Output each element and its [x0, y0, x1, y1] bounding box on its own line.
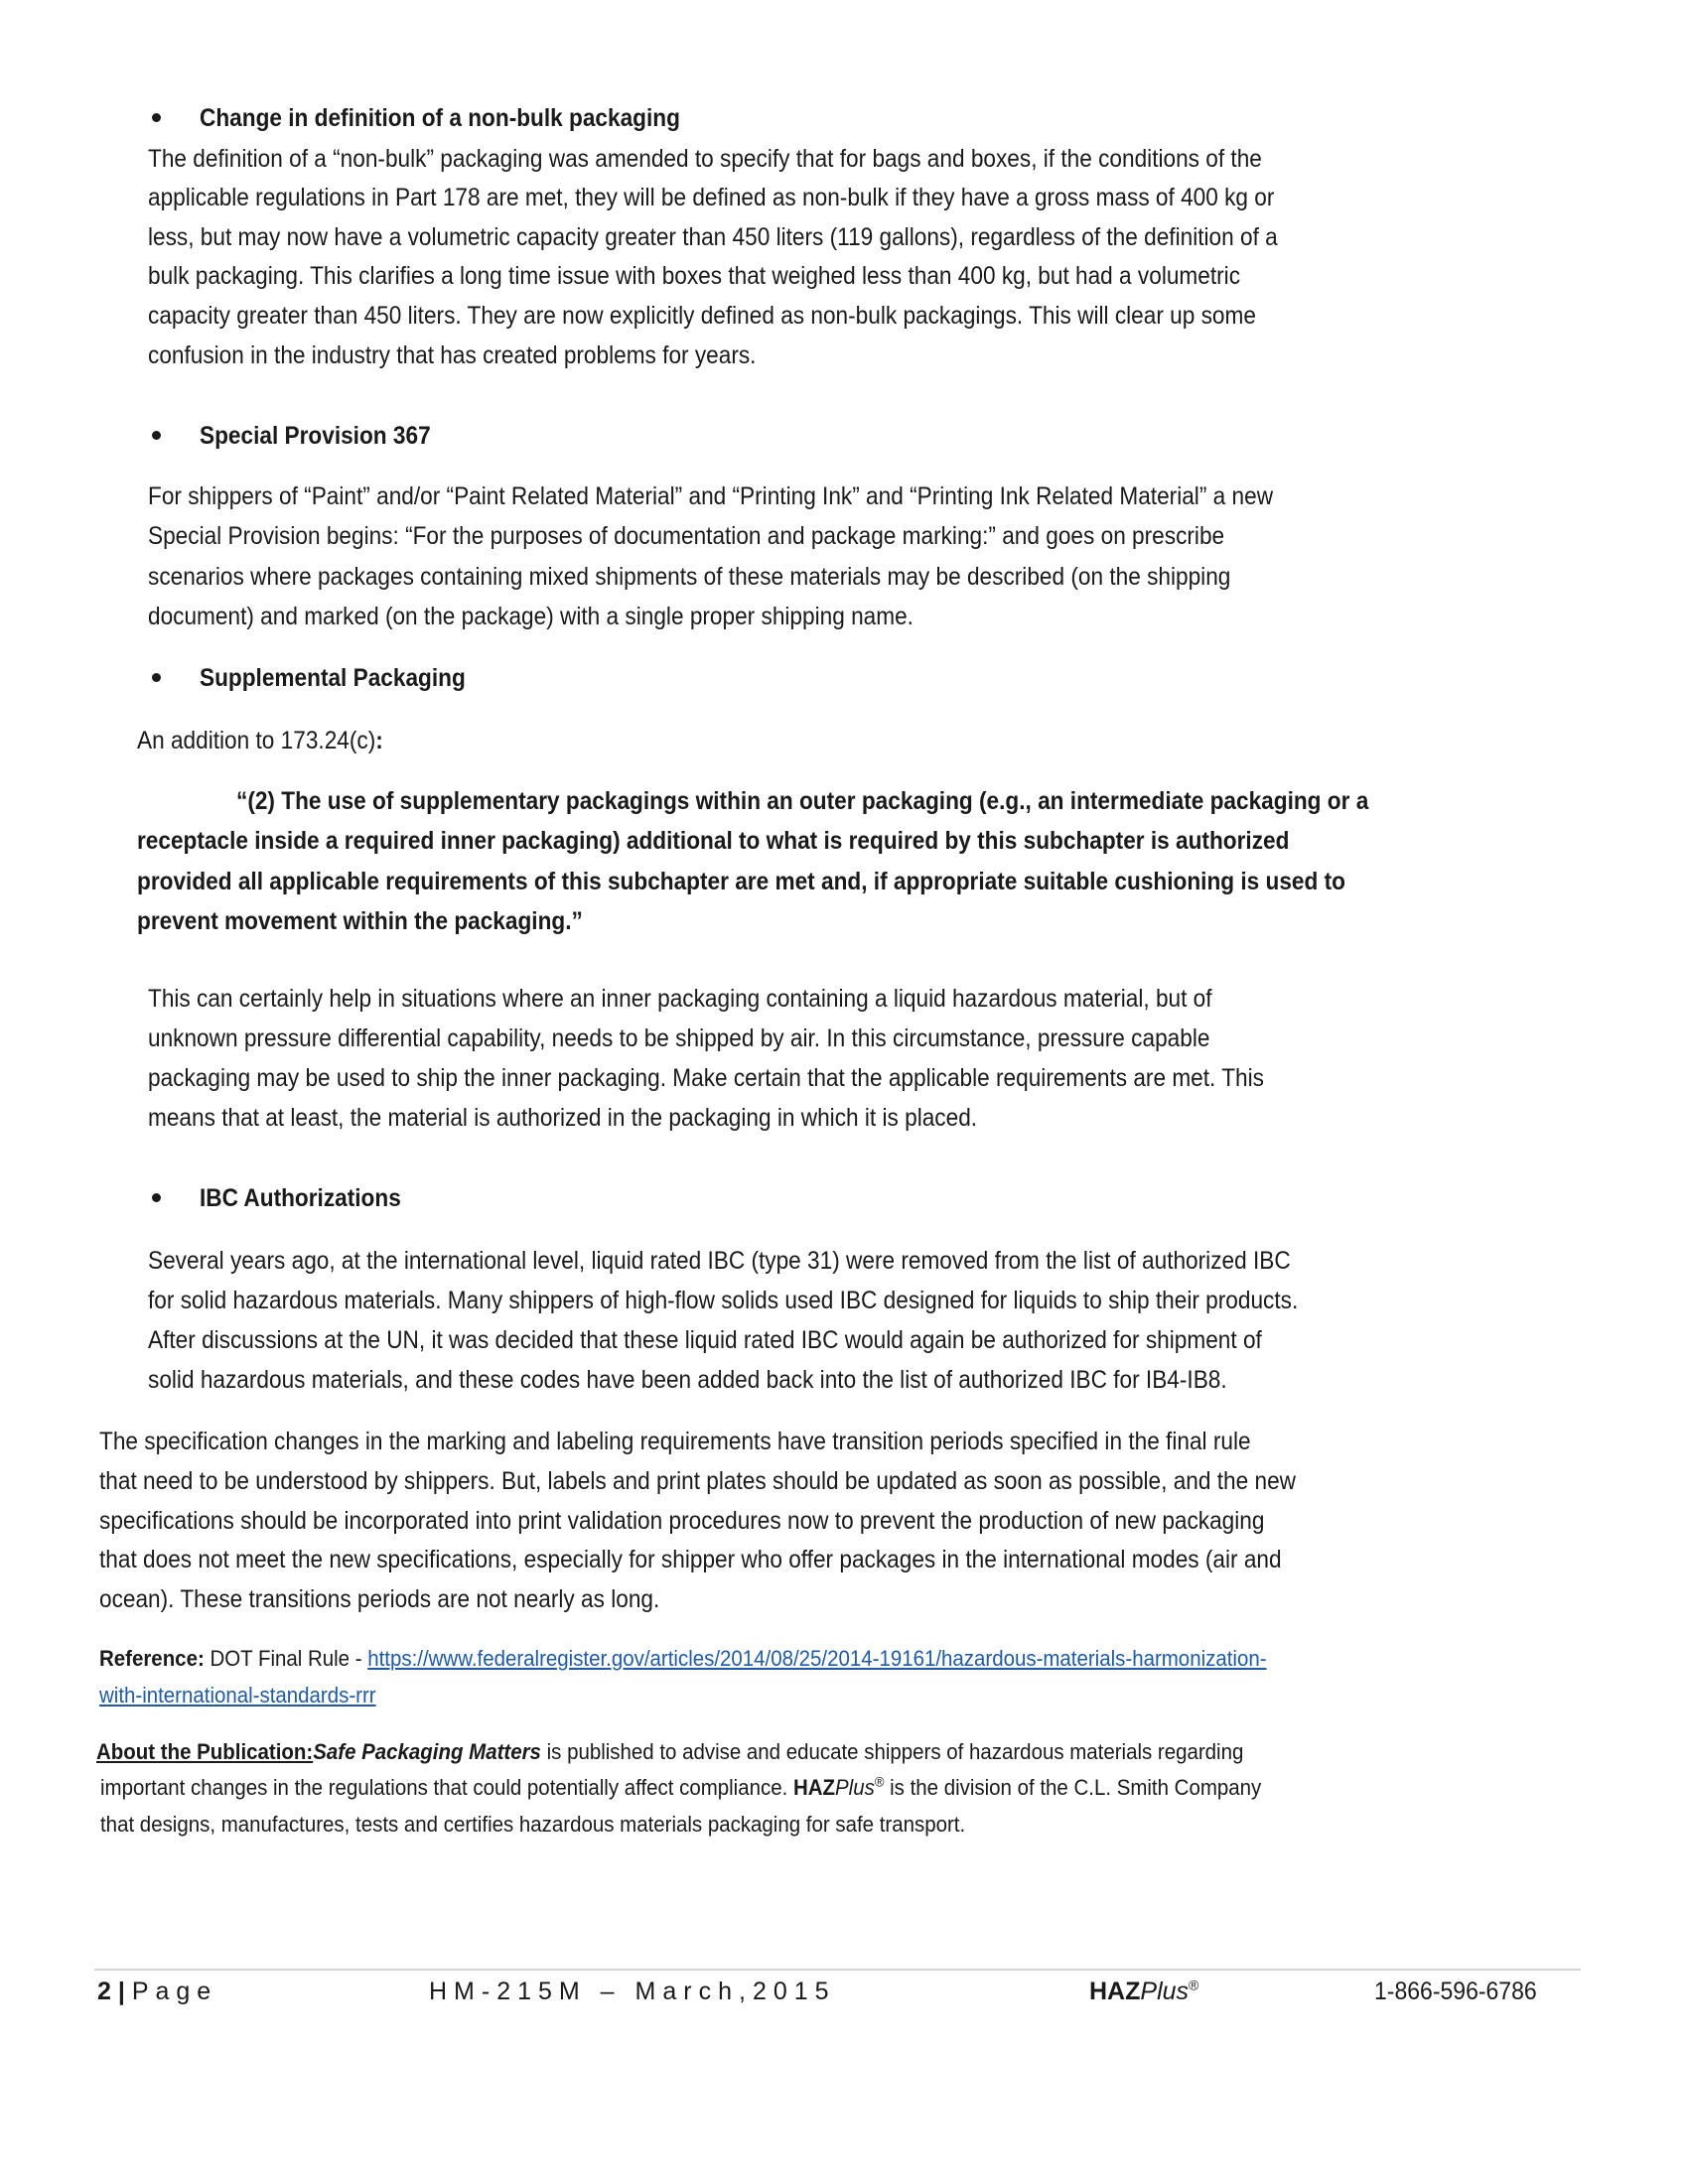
closing-line: ocean). These transitions periods are not nearly as long. [99, 1585, 660, 1613]
bullet-icon [152, 113, 161, 122]
registered-mark: ® [1189, 1977, 1199, 1993]
reference-line [99, 1641, 1267, 1677]
bullet-icon [152, 673, 161, 682]
paragraph-line: Special Provision begins: “For the purposes of documentation and package marking:” and goes on prescribe [148, 522, 1225, 550]
reference-line [99, 1678, 376, 1713]
paragraph-line: This can certainly help in situations where an inner packaging containing a liquid hazardous material, but of [148, 985, 1212, 1013]
about-line [96, 1734, 1243, 1770]
footer-divider [94, 1969, 1581, 1971]
footer-doc-title: HM-215M – March,2015 [429, 1978, 836, 2005]
closing-line: that need to be understood by shippers. But, labels and print plates should be updated as soon as possible, and the new [99, 1467, 1296, 1495]
section-heading: Supplemental Packaging [200, 664, 466, 692]
about-text: is published to advise and educate shippers of hazardous materials regarding [540, 1739, 1244, 1764]
brand-plus: Plus [835, 1775, 875, 1800]
section-heading: Change in definition of a non-bulk packaging [200, 104, 680, 132]
page-separator: | [117, 1978, 125, 2005]
closing-line: The specification changes in the marking and labeling requirements have transition periods specified in the final rule [99, 1428, 1251, 1455]
reference-link[interactable]: https://www.federalregister.gov/articles/2014/08/25/2014-19161/hazardous-materials-harmonization- [367, 1646, 1267, 1671]
brand-haz: HAZ [1089, 1978, 1141, 2005]
paragraph-line: The definition of a “non-bulk” packaging was amended to specify that for bags and boxes, if the conditions of the [148, 145, 1262, 173]
registered-mark: ® [874, 1773, 885, 1790]
paragraph-line: scenarios where packages containing mixed shipments of these materials may be described (on the shipping [148, 563, 1231, 591]
intro-text: An addition to 173.24(c) [137, 727, 376, 754]
intro-colon: : [375, 727, 383, 754]
footer-page [97, 1974, 217, 2009]
paragraph-line: less, but may now have a volumetric capacity greater than 450 liters (119 gallons), regardless of the definition of a [148, 223, 1278, 251]
paragraph-line: confusion in the industry that has created problems for years. [148, 341, 757, 369]
about-line [100, 1770, 1261, 1806]
paragraph-line: packaging may be used to ship the inner packaging. Make certain that the applicable requirements are met. This [148, 1064, 1264, 1092]
closing-line: that does not meet the new specifications, especially for shipper who offer packages in the international modes (air and [99, 1546, 1282, 1573]
paragraph-line: After discussions at the UN, it was decided that these liquid rated IBC would again be authorized for shipment of [148, 1326, 1262, 1354]
bullet-icon [152, 1193, 161, 1202]
about-text: important changes in the regulations that could potentially affect compliance. [100, 1775, 793, 1800]
footer-brand [1089, 1974, 1198, 2009]
paragraph-line: for solid hazardous materials. Many shippers of high-flow solids used IBC designed for liquids to ship their products. [148, 1287, 1299, 1314]
footer-phone: 1-866-596-6786 [1374, 1978, 1537, 2005]
reference-link-continued[interactable]: with-international-standards-rrr [99, 1683, 376, 1707]
page-number: 2 [97, 1978, 111, 2005]
section-heading: IBC Authorizations [200, 1184, 401, 1212]
paragraph-line: means that at least, the material is authorized in the packaging in which it is placed. [148, 1104, 978, 1132]
quote-line: receptacle inside a required inner packaging) additional to what is required by this subchapter is authorized [137, 827, 1290, 855]
publication-name: Safe Packaging Matters [313, 1739, 541, 1764]
paragraph-line: bulk packaging. This clarifies a long time issue with boxes that weighed less than 400 kg, but had a volumetric [148, 262, 1241, 290]
about-text: is the division of the C.L. Smith Company [884, 1775, 1262, 1800]
paragraph-line: applicable regulations in Part 178 are met, they will be defined as non-bulk if they have a gross mass of 400 kg or [148, 184, 1275, 211]
paragraph-line: capacity greater than 450 liters. They are now explicitly defined as non-bulk packagings. This will clear up some [148, 302, 1256, 330]
paragraph-line: Several years ago, at the international level, liquid rated IBC (type 31) were removed from the list of authorized IBC [148, 1247, 1291, 1275]
brand-haz: HAZ [792, 1775, 836, 1800]
page-label: Page [131, 1978, 218, 2005]
reference-label: Reference: [99, 1646, 205, 1671]
paragraph-line: For shippers of “Paint” and/or “Paint Related Material” and “Printing Ink” and “Printing Ink Related Material” a new [148, 482, 1274, 510]
paragraph-line: document) and marked (on the package) with a single proper shipping name. [148, 603, 914, 630]
quote-line: provided all applicable requirements of this subchapter are met and, if appropriate suitable cushioning is used to [137, 868, 1345, 895]
paragraph-line: unknown pressure differential capability, needs to be shipped by air. In this circumstance, pressure capable [148, 1024, 1210, 1052]
closing-line: specifications should be incorporated into print validation procedures now to prevent the production of new packaging [99, 1507, 1265, 1535]
about-label: About the Publication: [96, 1739, 314, 1764]
intro-line [137, 721, 383, 760]
quote-line: “(2) The use of supplementary packagings within an outer packaging (e.g., an intermediate packaging or a [236, 787, 1369, 815]
quote-line: prevent movement within the packaging.” [137, 907, 583, 935]
section-heading: Special Provision 367 [200, 422, 431, 450]
reference-text: DOT Final Rule - [204, 1646, 368, 1671]
bullet-icon [152, 431, 161, 440]
paragraph-line: solid hazardous materials, and these codes have been added back into the list of authorized IBC for IB4-IB8. [148, 1366, 1227, 1394]
brand-plus: Plus [1140, 1978, 1190, 2005]
about-line: that designs, manufactures, tests and certifies hazardous materials packaging for safe transport. [100, 1812, 966, 1837]
